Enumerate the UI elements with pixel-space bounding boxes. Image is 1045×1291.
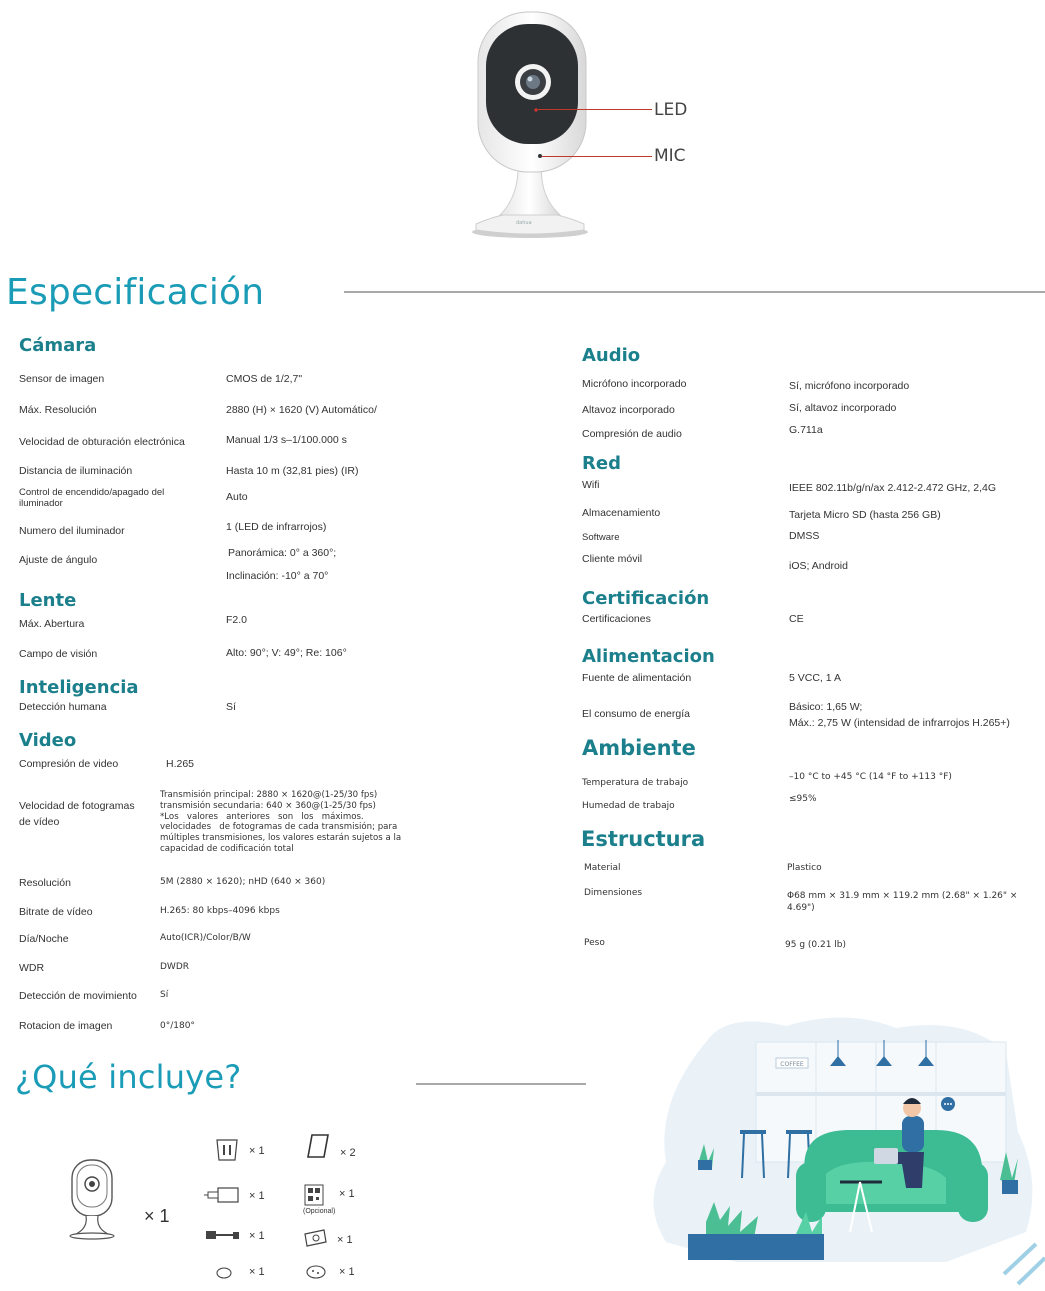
- spec-value: H.265: 80 kbps–4096 kbps: [160, 906, 280, 916]
- screw-pack-icon: [214, 1137, 240, 1168]
- spec-value: G.711a: [789, 424, 823, 436]
- spec-label: Ajuste de ángulo: [19, 554, 98, 566]
- spec-value-line2: Inclinación: -10° a 70°: [226, 570, 329, 582]
- section-audio-title: Audio: [582, 345, 641, 366]
- item-qty: × 1: [249, 1230, 265, 1242]
- spec-value: Sí, altavoz incorporado: [789, 402, 897, 414]
- item-qty: × 2: [340, 1147, 356, 1159]
- spec-value: Auto: [226, 491, 248, 503]
- package-title-rule: [416, 1083, 586, 1085]
- spec-label: Wifi: [582, 479, 600, 491]
- spec-label: Compresión de audio: [582, 428, 682, 440]
- spec-value: 1 (LED de infrarrojos): [226, 521, 327, 533]
- item-qty: × 1: [249, 1190, 265, 1202]
- spec-value-line: capacidad de codificación total: [160, 843, 294, 854]
- spec-label: Detección humana: [19, 701, 107, 713]
- spec-label: El consumo de energía: [582, 708, 690, 720]
- section-camara-title: Cámara: [19, 335, 97, 356]
- section-inteligencia-title: Inteligencia: [19, 677, 139, 698]
- spec-label: Fuente de alimentación: [582, 672, 692, 684]
- spec-value: 95 g (0.21 lb): [785, 940, 847, 950]
- spec-label: Detección de movimiento: [19, 990, 137, 1002]
- spec-label: Material: [584, 863, 621, 873]
- spec-value-multiline: [160, 790, 420, 855]
- spec-label: Numero del iluminador: [19, 525, 125, 537]
- spec-title-rule: [344, 291, 1045, 293]
- spec-value: Hasta 10 m (32,81 pies) (IR): [226, 465, 359, 477]
- package-camera-icon: [66, 1158, 118, 1242]
- spec-value: 0°/180°: [160, 1021, 195, 1031]
- spec-value: Básico: 1,65 W;: [789, 701, 863, 713]
- mic-label: MIC: [654, 146, 686, 166]
- section-estructura-title: Estructura: [581, 827, 706, 851]
- section-red-title: Red: [582, 453, 621, 474]
- power-adapter-icon: [204, 1186, 240, 1209]
- spec-value: DWDR: [160, 962, 190, 972]
- spec-label: Sensor de imagen: [19, 373, 105, 385]
- hero-camera-image: [460, 10, 600, 242]
- spec-value: Manual 1/3 s–1/100.000 s: [226, 434, 347, 446]
- spec-value: Panorámica: 0° a 360°;: [228, 547, 337, 559]
- spec-label: Humedad de trabajo: [582, 801, 675, 811]
- usb-cable-icon: [205, 1228, 241, 1249]
- led-label: LED: [654, 100, 688, 120]
- spec-label: Almacenamiento: [582, 507, 661, 519]
- spec-label: Temperatura de trabajo: [582, 778, 689, 788]
- section-lente-title: Lente: [19, 590, 77, 611]
- led-callout-line: [538, 109, 652, 110]
- item-qty: × 1: [337, 1234, 353, 1246]
- svg-text:dahua: dahua: [516, 220, 532, 226]
- spec-value-line2: 4.69"): [787, 903, 815, 913]
- spec-label: Peso: [584, 938, 605, 948]
- section-ambiente-title: Ambiente: [582, 736, 696, 760]
- spec-label: Distancia de iluminación: [19, 465, 133, 477]
- spec-value: Sí: [160, 990, 169, 1000]
- spec-label: Micrófono incorporado: [582, 378, 687, 390]
- spec-label: Campo de visión: [19, 648, 98, 660]
- section-alimentacion-title: Alimentacion: [582, 646, 715, 667]
- spec-label: Resolución: [19, 877, 71, 889]
- spec-label: Dimensiones: [584, 888, 643, 898]
- spec-value: Tarjeta Micro SD (hasta 256 GB): [789, 509, 941, 521]
- spec-value: 5 VCC, 1 A: [789, 672, 841, 684]
- spec-value: 2880 (H) × 1620 (V) Automático/: [226, 404, 377, 416]
- spec-value: CMOS de 1/2,7": [226, 373, 303, 385]
- spec-label: Velocidad de fotogramas: [19, 800, 135, 812]
- spec-value: IEEE 802.11b/g/n/ax 2.412-2.472 GHz, 2,4G: [789, 482, 997, 494]
- spec-label: Software: [582, 532, 620, 543]
- spec-value: Plastico: [787, 863, 822, 873]
- package-title: ¿Qué incluye?: [15, 1058, 242, 1096]
- spec-value: ≤95%: [789, 794, 817, 804]
- spec-value: CE: [789, 613, 804, 625]
- package-camera-qty: × 1: [144, 1206, 170, 1226]
- spec-value: Auto(ICR)/Color/B/W: [160, 933, 251, 943]
- spec-label: Cliente móvil: [582, 553, 643, 565]
- spec-label: Bitrate de vídeo: [19, 906, 93, 918]
- ring-icon: [215, 1266, 233, 1285]
- spec-label: Máx. Resolución: [19, 404, 97, 416]
- qr-card-icon: [304, 1184, 324, 1211]
- spec-value: Alto: 90°; V: 49°; Re: 106°: [226, 647, 347, 659]
- spec-label: Máx. Abertura: [19, 618, 85, 630]
- spec-value: Sí: [226, 701, 236, 713]
- item-qty: × 1: [249, 1145, 265, 1157]
- spec-label: Altavoz incorporado: [582, 404, 675, 416]
- spec-label-line2: de vídeo: [19, 816, 60, 828]
- spec-label: WDR: [19, 962, 45, 974]
- spec-value: Φ68 mm × 31.9 mm × 119.2 mm (2.68" × 1.26" ×: [787, 891, 1018, 901]
- spec-label: Día/Noche: [19, 933, 69, 945]
- spec-label: Control de encendido/apagado del iluminador: [19, 487, 165, 509]
- sticker-icon: [306, 1133, 330, 1164]
- spec-label: Rotacion de imagen: [19, 1020, 113, 1032]
- spec-value-line: Transmisión principal: 2880 × 1620@(1-25/30 fps): [160, 790, 378, 800]
- spec-value-line: *Los valores anteriores son los máximos.: [160, 811, 364, 822]
- base-icon: [305, 1264, 327, 1285]
- optional-note: (Opcional): [303, 1208, 336, 1215]
- item-qty: × 1: [339, 1188, 355, 1200]
- coffee-sign: COFFEE: [780, 1061, 804, 1068]
- spec-value: –10 °C to +45 °C (14 °F to +113 °F): [789, 772, 952, 782]
- spec-value: H.265: [166, 758, 195, 770]
- mic-callout-line: [542, 156, 652, 157]
- spec-value: DMSS: [789, 530, 820, 542]
- spec-label: Velocidad de obturación electrónica: [19, 436, 185, 448]
- spec-value-line: transmisión secundaria: 640 × 360@(1-25/30 fps): [160, 800, 376, 811]
- mount-plate-icon: [302, 1228, 328, 1253]
- spec-title: Especificación: [6, 272, 265, 313]
- cafe-illustration: [646, 1012, 1045, 1291]
- spec-value: 5M (2880 × 1620); nHD (640 × 360): [160, 877, 326, 887]
- spec-value-line2: Máx.: 2,75 W (intensidad de infrarrojos H.265+): [789, 717, 1010, 729]
- spec-value: Sí, micrófono incorporado: [789, 380, 910, 392]
- item-qty: × 1: [249, 1266, 265, 1278]
- spec-value: iOS; Android: [789, 560, 848, 572]
- spec-label: Certificaciones: [582, 613, 651, 625]
- spec-label: Compresión de video: [19, 758, 119, 770]
- section-certificacion-title: Certificación: [582, 588, 710, 609]
- spec-value-line: múltiples transmisiones, los valores estarán sujetos a la: [160, 833, 402, 844]
- spec-value-line: velocidades de fotogramas de cada transmisión; para: [160, 822, 398, 833]
- spec-value: F2.0: [226, 614, 248, 626]
- section-video-title: Video: [19, 730, 77, 751]
- item-qty: × 1: [339, 1266, 355, 1278]
